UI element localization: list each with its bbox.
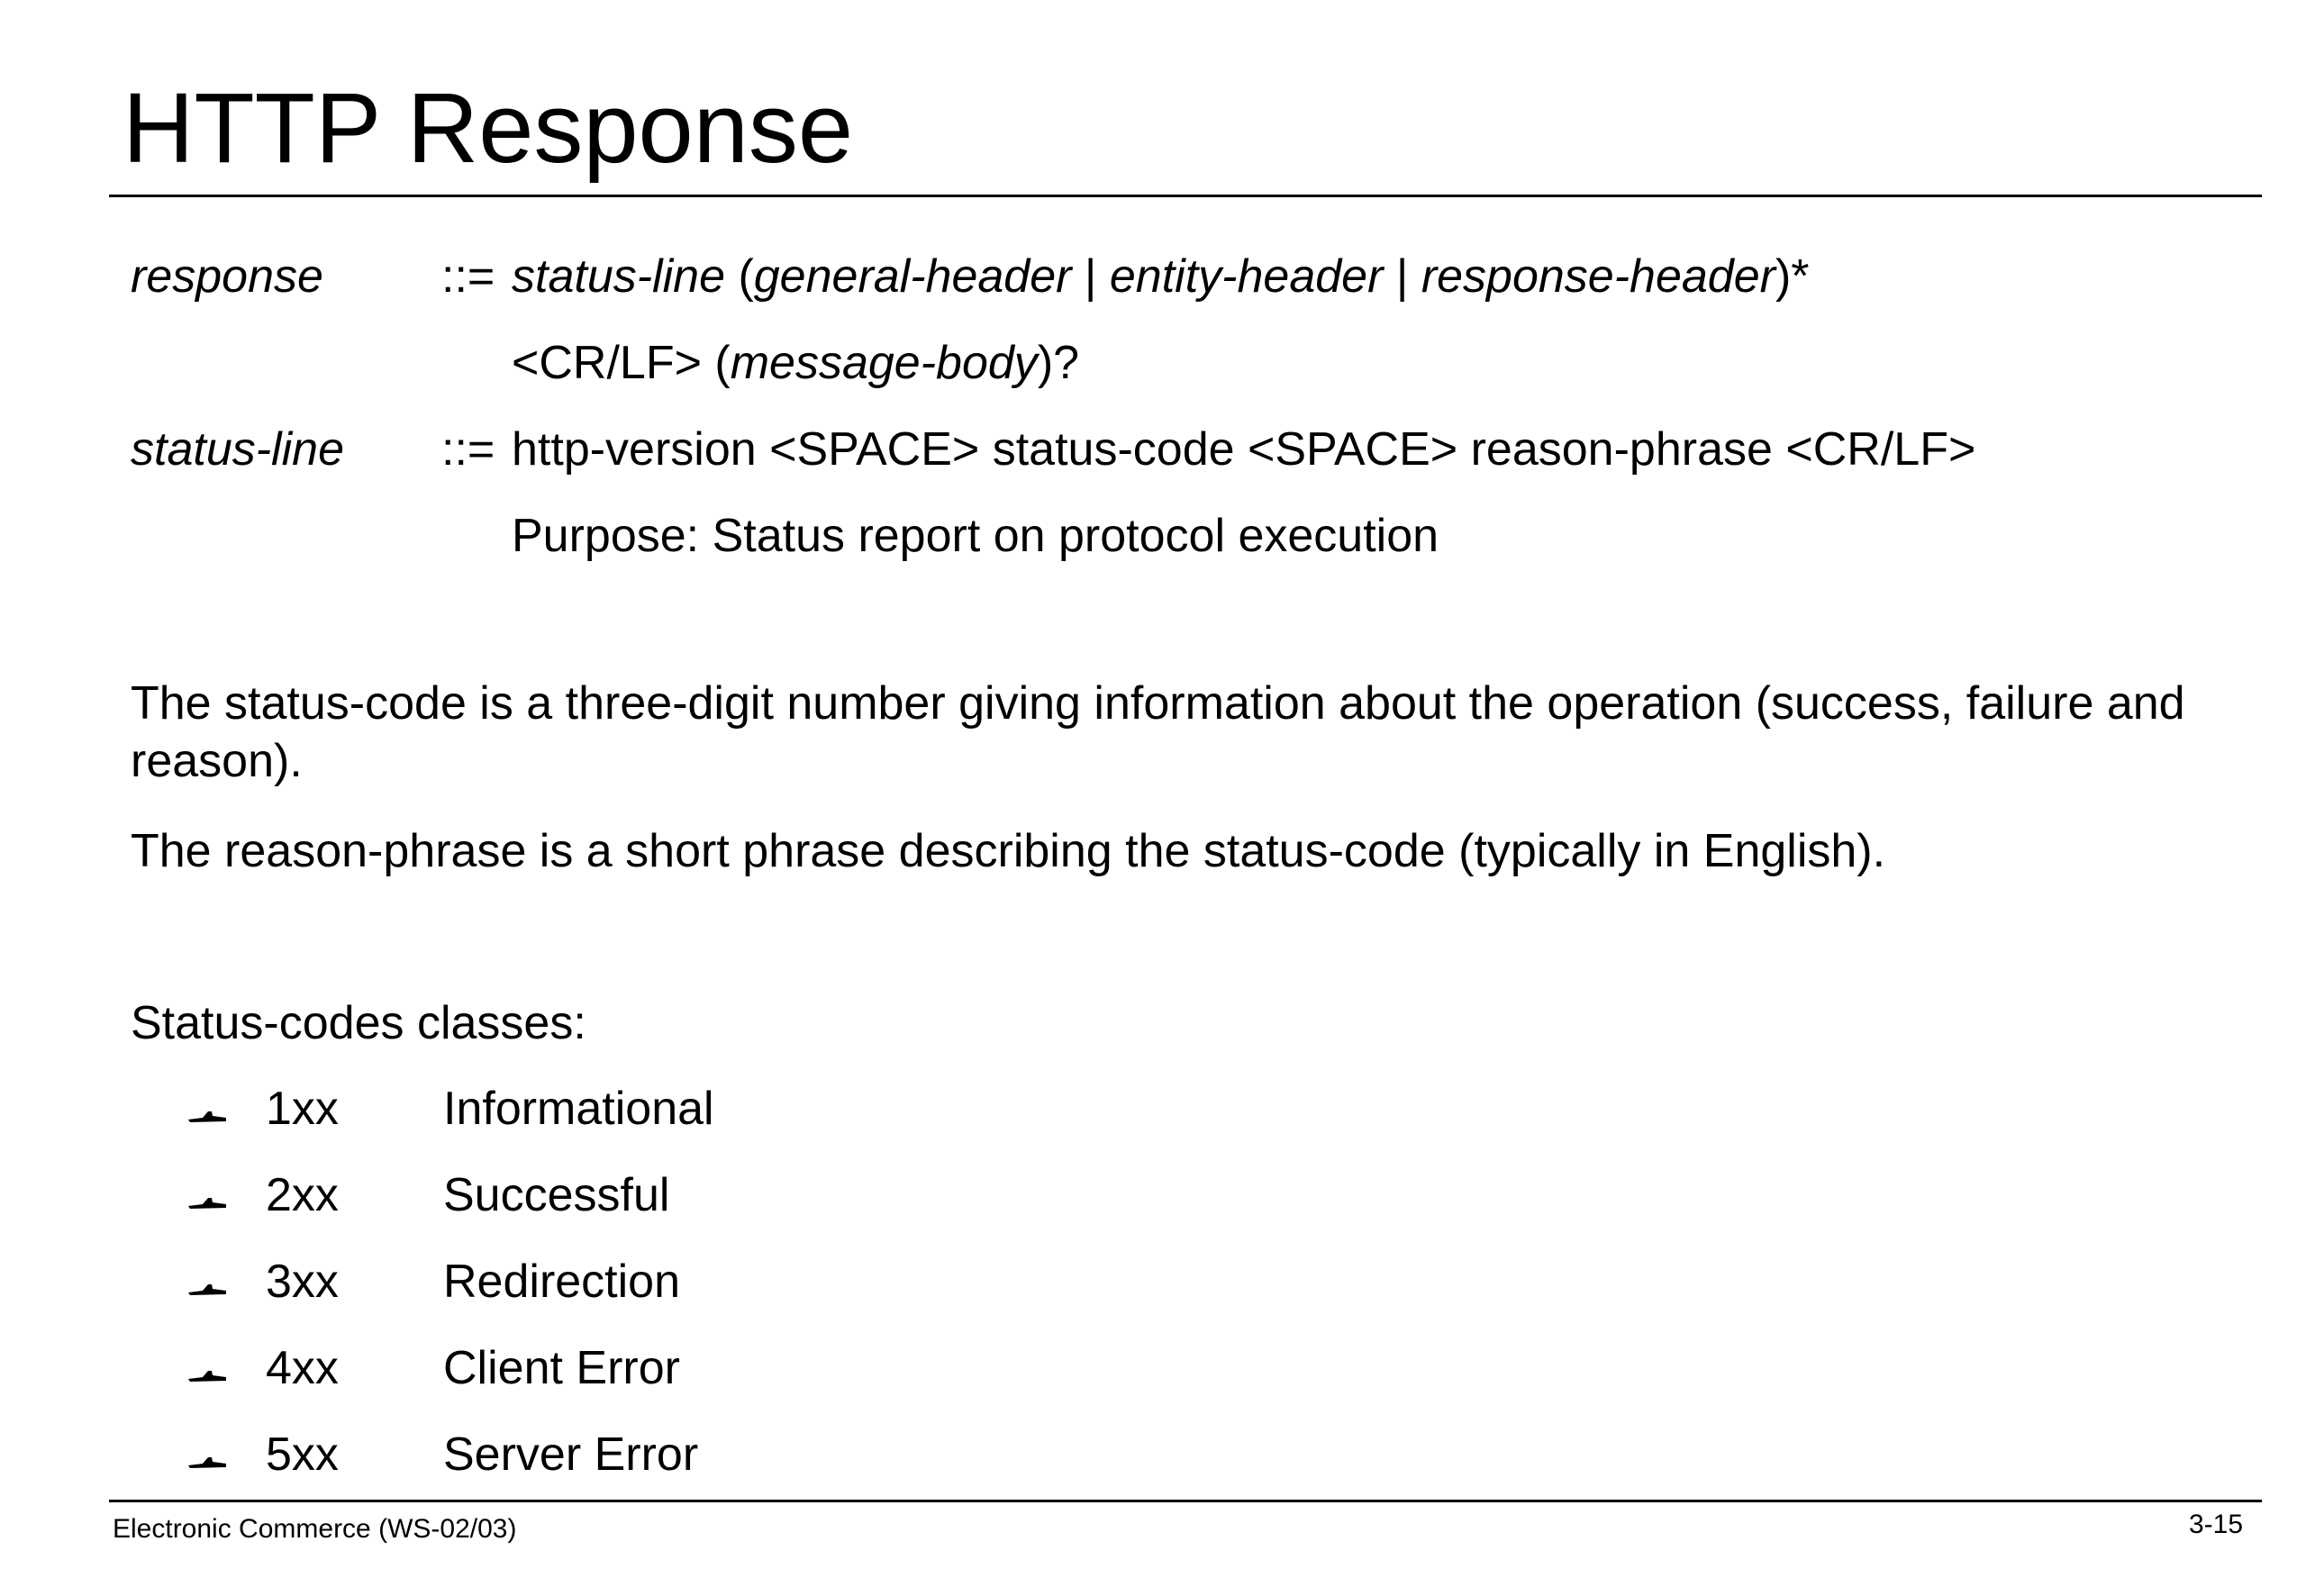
status-class-name: Server Error bbox=[443, 1428, 699, 1481]
grammar-lhs-status-line: status-line bbox=[131, 423, 344, 476]
hand-pointer-icon bbox=[186, 1102, 228, 1124]
slide-title: HTTP Response bbox=[123, 73, 854, 184]
status-class-item bbox=[0, 1254, 2306, 1310]
status-class-item bbox=[0, 1427, 2306, 1483]
grammar-punct: <CR/LF> ( bbox=[512, 337, 731, 389]
grammar-term: message-body bbox=[730, 337, 1038, 389]
grammar-rhs bbox=[512, 335, 1079, 391]
grammar-rhs: http-version <SPACE> status-code <SPACE> reason-phrase <CR/LF> bbox=[512, 423, 1976, 476]
status-class-code: 5xx bbox=[266, 1428, 339, 1481]
footer-course: Electronic Commerce (WS-02/03) bbox=[113, 1514, 517, 1544]
footer-page-number: 3-15 bbox=[2188, 1510, 2243, 1539]
status-class-code: 3xx bbox=[266, 1256, 339, 1308]
grammar-punct: | bbox=[1383, 250, 1421, 303]
grammar-operator: ::= bbox=[441, 250, 495, 303]
grammar-rhs bbox=[512, 249, 1810, 304]
grammar-operator: ::= bbox=[441, 423, 495, 476]
status-class-name: Client Error bbox=[443, 1342, 680, 1394]
status-class-item bbox=[0, 1167, 2306, 1223]
paragraph-reason-phrase: The reason-phrase is a short phrase describing the status-code (typically in English). bbox=[131, 825, 1886, 877]
grammar-lhs-response: response bbox=[131, 250, 323, 303]
status-class-code: 4xx bbox=[266, 1342, 339, 1394]
hand-pointer-icon bbox=[186, 1189, 228, 1211]
hand-pointer-icon bbox=[186, 1448, 228, 1470]
paragraph-status-code: The status-code is a three-digit number giving information about the operation (success, failure and reason). bbox=[131, 677, 2185, 787]
hand-pointer-icon bbox=[186, 1275, 228, 1297]
grammar-punct: )? bbox=[1037, 337, 1080, 389]
status-class-code: 2xx bbox=[266, 1169, 339, 1221]
grammar-term: entity-header bbox=[1109, 250, 1384, 303]
status-class-name: Redirection bbox=[443, 1256, 681, 1308]
status-class-name: Informational bbox=[443, 1083, 714, 1135]
grammar-term: general-header bbox=[753, 250, 1072, 303]
grammar-punct: | bbox=[1071, 250, 1110, 303]
status-class-item bbox=[0, 1340, 2306, 1396]
grammar-purpose: Purpose: Status report on protocol execution bbox=[512, 510, 1439, 562]
grammar-punct: )* bbox=[1775, 250, 1810, 303]
grammar-punct: ( bbox=[725, 250, 754, 303]
title-divider bbox=[109, 195, 2262, 197]
status-class-name: Successful bbox=[443, 1169, 670, 1221]
hand-pointer-icon bbox=[186, 1362, 228, 1383]
grammar-term: response-header bbox=[1421, 250, 1775, 303]
classes-heading: Status-codes classes: bbox=[131, 997, 586, 1049]
footer-divider bbox=[109, 1500, 2262, 1502]
grammar-term: status-line bbox=[512, 250, 725, 303]
status-class-item bbox=[0, 1081, 2306, 1137]
status-class-code: 1xx bbox=[266, 1083, 339, 1135]
